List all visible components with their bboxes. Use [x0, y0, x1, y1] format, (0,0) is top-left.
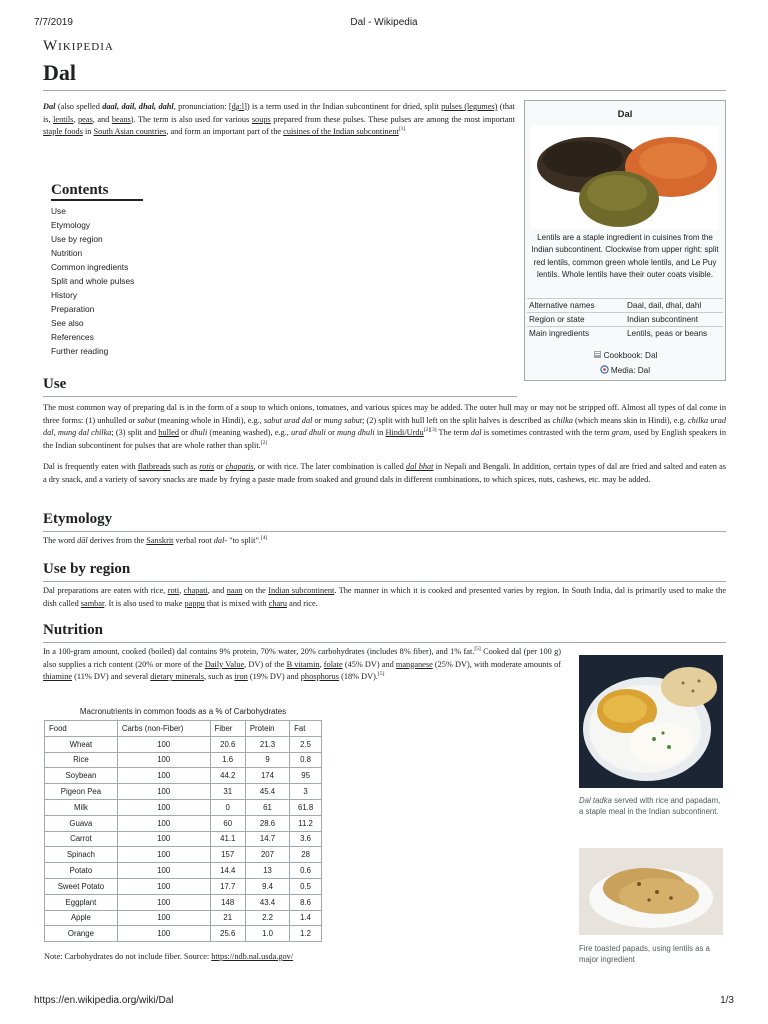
citation[interactable]: [4]	[260, 535, 268, 542]
value-cell: 100	[117, 736, 210, 752]
section-divider	[43, 531, 726, 532]
value-cell: 0.6	[290, 863, 322, 879]
food-cell: Milk	[45, 799, 118, 815]
value-cell: 100	[117, 910, 210, 926]
title-divider	[43, 90, 726, 91]
value-cell: 174	[245, 768, 289, 784]
infobox	[524, 100, 726, 381]
south-asian-link[interactable]: South Asian countries	[93, 127, 167, 137]
section-heading-nutrition: Nutrition	[43, 622, 103, 638]
print-page-number: 1/3	[720, 995, 734, 1006]
food-cell: Rice	[45, 752, 118, 768]
value-cell: 21.3	[245, 736, 289, 752]
table-row	[45, 863, 322, 879]
value-cell: 43.4	[245, 894, 289, 910]
papads-image[interactable]	[579, 848, 723, 935]
value-cell: 2.5	[290, 736, 322, 752]
value-cell: 0.8	[290, 752, 322, 768]
lentils-link[interactable]: lentils	[53, 114, 74, 124]
pappu-link[interactable]: pappu	[184, 598, 205, 608]
value-cell: 44.2	[210, 768, 245, 784]
value-cell: 20.6	[210, 736, 245, 752]
value-cell: 3	[290, 784, 322, 800]
toc-item-split-whole-pulses[interactable]: Split and whole pulses	[51, 276, 135, 286]
chapatis-link[interactable]: chapatis	[225, 462, 254, 471]
infobox-value: Daal, dail, dhal, dahl	[625, 299, 723, 313]
value-cell: 95	[290, 768, 322, 784]
food-cell: Potato	[45, 863, 118, 879]
table-row	[45, 736, 322, 752]
figure-papads	[579, 848, 723, 965]
toc-item-etymology[interactable]: Etymology	[51, 220, 91, 230]
section-heading-etymology: Etymology	[43, 511, 113, 527]
food-cell: Apple	[45, 910, 118, 926]
value-cell: 0	[210, 799, 245, 815]
table-row	[45, 752, 322, 768]
wikipedia-wordmark[interactable]: Wikipedia	[43, 38, 114, 54]
table-row	[45, 847, 322, 863]
value-cell: 100	[117, 926, 210, 942]
value-cell: 8.6	[290, 894, 322, 910]
thiamine-link[interactable]: thiamine	[43, 672, 73, 682]
hindi-urdu-link[interactable]: Hindi/Urdu	[385, 428, 424, 438]
value-cell: 60	[210, 815, 245, 831]
print-header	[34, 17, 734, 31]
value-cell: 3.6	[290, 831, 322, 847]
infobox-label: Main ingredients	[527, 327, 625, 341]
table-row	[45, 815, 322, 831]
peas-link[interactable]: peas	[78, 114, 93, 124]
value-cell: 1.4	[290, 910, 322, 926]
toc-item-common-ingredients[interactable]: Common ingredients	[51, 262, 129, 272]
value-cell: 100	[117, 863, 210, 879]
toc-item-references[interactable]: References	[51, 332, 94, 342]
print-page-title: Dal - Wikipedia	[350, 17, 418, 28]
value-cell: 1.2	[290, 926, 322, 942]
figure-caption: Fire toasted papads, using lentils as a major ingredient	[579, 944, 710, 964]
media-link[interactable]: Media: Dal	[525, 365, 725, 375]
value-cell: 61.8	[290, 799, 322, 815]
ipa-link[interactable]: d̪aːl	[231, 102, 245, 111]
value-cell: 45.4	[245, 784, 289, 800]
toc-item-use[interactable]: Use	[51, 206, 66, 216]
flatbreads-link[interactable]: flatbreads	[137, 462, 171, 471]
column-header: Fiber	[210, 721, 245, 737]
rotis-link[interactable]: rotis	[199, 462, 215, 471]
section-divider	[43, 581, 726, 582]
food-cell: Soybean	[45, 768, 118, 784]
column-header: Food	[45, 721, 118, 737]
etymology-paragraph: The word dāl derives from the Sanskrit verbal root dal- "to split".[4]	[43, 535, 268, 545]
table-row	[45, 799, 322, 815]
infobox-table	[527, 298, 723, 340]
citation[interactable]: [2]	[260, 440, 268, 447]
citation[interactable]: [1]	[398, 126, 406, 133]
print-url: https://en.wikipedia.org/wiki/Dal	[34, 995, 174, 1006]
page-title: Dal	[43, 60, 76, 85]
value-cell: 11.2	[290, 815, 322, 831]
value-cell: 61	[245, 799, 289, 815]
column-header: Carbs (non-Fiber)	[117, 721, 210, 737]
value-cell: 100	[117, 768, 210, 784]
naan-link[interactable]: naan	[226, 586, 243, 595]
value-cell: 1.6	[210, 752, 245, 768]
value-cell: 14.4	[210, 863, 245, 879]
macronutrient-table	[44, 720, 322, 942]
table-row	[45, 878, 322, 894]
value-cell: 17.7	[210, 878, 245, 894]
sanskrit-link[interactable]: Sanskrit	[146, 536, 174, 545]
figure-caption: Dal tadka served with rice and papadam, a staple meal in the Indian subcontinent.	[579, 796, 721, 816]
value-cell: 100	[117, 752, 210, 768]
value-cell: 148	[210, 894, 245, 910]
table-of-contents	[51, 204, 134, 358]
table-row	[45, 894, 322, 910]
value-cell: 100	[117, 784, 210, 800]
table-note: Note: Carbohydrates do not include fiber. Source: https://ndb.nal.usda.gov/	[44, 952, 294, 961]
section-divider	[43, 642, 726, 643]
food-cell: Eggplant	[45, 894, 118, 910]
food-cell: Spinach	[45, 847, 118, 863]
daily-value-link[interactable]: Daily Value	[204, 659, 245, 669]
table-caption: Macronutrients in common foods as a % of Carbohydrates	[79, 707, 287, 716]
commons-icon	[600, 365, 609, 374]
usda-source-link[interactable]: https://ndb.nal.usda.gov/	[211, 952, 294, 961]
toc-item-use-by-region[interactable]: Use by region	[51, 234, 103, 244]
region-paragraph: Dal preparations are eaten with rice, roti, chapati, and naan on the Indian subcontinent. The manner in which it is cooked and presented varies by region. In South India, dal is primarily used to make the dish called sambar. It is also used to make pappu that is mixed with charu and rice.	[43, 586, 727, 608]
infobox-value: Lentils, peas or beans	[625, 327, 723, 341]
value-cell: 9	[245, 752, 289, 768]
infobox-title: Dal	[617, 109, 633, 120]
value-cell: 2.2	[245, 910, 289, 926]
value-cell: 157	[210, 847, 245, 863]
b-vitamin-link[interactable]: B vitamin	[286, 659, 320, 669]
indian-subcontinent-link[interactable]: Indian subcontinent	[268, 586, 335, 595]
toc-divider	[51, 199, 143, 201]
dal-tadka-image[interactable]	[579, 655, 723, 788]
beans-link[interactable]: beans	[111, 114, 131, 124]
column-header: Protein	[245, 721, 289, 737]
value-cell: 100	[117, 815, 210, 831]
dal-bhat-link[interactable]: dal bhat	[405, 462, 434, 471]
value-cell: 100	[117, 847, 210, 863]
table-row	[45, 831, 322, 847]
column-header: Fat	[290, 721, 322, 737]
table-row	[45, 910, 322, 926]
citation[interactable]: [5]	[474, 646, 481, 653]
value-cell: 100	[117, 894, 210, 910]
infobox-label: Alternative names	[527, 299, 625, 313]
folate-link[interactable]: folate	[323, 659, 343, 669]
food-cell: Wheat	[45, 736, 118, 752]
toc-title: Contents	[51, 182, 109, 198]
infobox-row	[527, 327, 723, 341]
dietary-minerals-link[interactable]: dietary minerals	[150, 672, 204, 682]
toc-item-history[interactable]: History	[51, 290, 78, 300]
section-heading-use: Use	[43, 376, 67, 392]
citation[interactable]: [2][3]	[423, 427, 437, 434]
lead-spellings: daal, dail, dhal, dahl	[102, 102, 174, 111]
infobox-row	[527, 299, 723, 313]
infobox-value: Indian subcontinent	[625, 313, 723, 327]
wikibooks-icon	[593, 350, 602, 359]
value-cell: 13	[245, 863, 289, 879]
lentils-image[interactable]	[531, 125, 719, 229]
chapati-link[interactable]: chapati	[183, 586, 208, 595]
toc-item-preparation[interactable]: Preparation	[51, 304, 95, 314]
value-cell: 207	[245, 847, 289, 863]
value-cell: 25.6	[210, 926, 245, 942]
value-cell: 28	[290, 847, 322, 863]
toc-item-nutrition[interactable]: Nutrition	[51, 248, 83, 258]
value-cell: 21	[210, 910, 245, 926]
infobox-caption: Lentils are a staple ingredient in cuisines from the Indian subcontinent. Clockwise from upper right: split red lentils, common green whole lentils, and Le Puy lentils. Whole lentils have their outer coats visible.	[531, 233, 719, 279]
table-row	[45, 784, 322, 800]
print-date: 7/7/2019	[34, 17, 73, 28]
hulled-link[interactable]: hulled	[158, 428, 180, 438]
cuisines-link[interactable]: cuisines of the Indian subcontinent	[283, 127, 399, 137]
table-row	[45, 768, 322, 784]
phosphorus-link[interactable]: phosphorus	[300, 672, 340, 682]
lead-paragraph: Dal (also spelled daal, dail, dhal, dahl, pronunciation: [d̪aːl]) is a term used in the Indian subcontinent for dried, split pulses (legumes) (that is, lentils, peas, and beans). The term is also used for various soups prepared from these pulses. These pulses are among the most important staple foods in South Asian countries, and form an important part of the cuisines of the Indian subcontinent[1]	[43, 102, 516, 137]
food-cell: Guava	[45, 815, 118, 831]
lead-term: Dal	[43, 102, 56, 111]
staple-foods-link[interactable]: staple foods	[43, 127, 83, 137]
citation[interactable]: [5]	[378, 671, 385, 678]
sambar-link[interactable]: sambar	[80, 598, 105, 608]
food-cell: Orange	[45, 926, 118, 942]
infobox-label: Region or state	[527, 313, 625, 327]
value-cell: 0.5	[290, 878, 322, 894]
cookbook-link[interactable]: Cookbook: Dal	[525, 350, 725, 360]
value-cell: 100	[117, 878, 210, 894]
manganese-link[interactable]: manganese	[395, 659, 433, 669]
value-cell: 31	[210, 784, 245, 800]
value-cell: 9.4	[245, 878, 289, 894]
soups-link[interactable]: soups	[251, 114, 271, 124]
value-cell: 1.0	[245, 926, 289, 942]
use-paragraph-2: Dal is frequently eaten with flatbreads such as rotis or chapatis, or with rice. The later combination is called dal bhat in Nepali and Bengali. In addition, certain types of dal are fried and salted and eaten as a dry snack, and a variety of savory snacks are made by frying a paste made from soaked and ground dals in different combinations, to which spices, nuts, cashews, etc. may be added.	[43, 462, 727, 484]
value-cell: 100	[117, 831, 210, 847]
table-header-row	[45, 721, 322, 737]
charu-link[interactable]: charu	[268, 598, 288, 608]
toc-item-further-reading[interactable]: Further reading	[51, 346, 109, 356]
value-cell: 100	[117, 799, 210, 815]
roti-link[interactable]: roti	[167, 586, 180, 595]
toc-item-see-also[interactable]: See also	[51, 318, 84, 328]
table-row	[45, 926, 322, 942]
nutrition-paragraph: In a 100-gram amount, cooked (boiled) dal contains 9% protein, 70% water, 20% carbohydrates (includes 8% fiber), and 1% fat.[5] Cooked dal (per 100 g) also supplies a rich content (20% or more of the Daily Value, DV) of the B vitamin, folate (45% DV) and manganese (25% DV), with moderate amounts of thiamine (11% DV) and several dietary minerals, such as iron (19% DV) and phosphorus (18% DV).[5]	[43, 646, 561, 682]
iron-link[interactable]: iron	[234, 672, 248, 682]
section-heading-use-by-region: Use by region	[43, 561, 131, 577]
section-divider	[43, 396, 517, 397]
use-paragraph-1: The most common way of preparing dal is in the form of a soup to which onions, tomatoes, and various spices may be added. The outer hull may or may not be stripped off. Almost all types of dal come in three forms: (1) unhulled or sabut (meaning whole in Hindi), e.g., sabut urad dal or mung sabut; (2) split with hull left on the split halves is described as chilka (which means skin in Hindi), e.g. chilka urad dal, mung dal chilka; (3) split and hulled or dhuli (meaning washed), e.g., urad dhuli or mung dhuli in Hindi/Urdu[2][3] The term dal is sometimes contrasted with the term gram, used by English speakers in the Indian subcontinent for pulses that are whole rather than split.[2]	[43, 403, 726, 450]
food-cell: Pigeon Pea	[45, 784, 118, 800]
value-cell: 41.1	[210, 831, 245, 847]
infobox-row	[527, 313, 723, 327]
value-cell: 28.6	[245, 815, 289, 831]
figure-dal-tadka	[579, 655, 723, 817]
food-cell: Sweet Potato	[45, 878, 118, 894]
value-cell: 14.7	[245, 831, 289, 847]
pulses-link[interactable]: pulses (legumes)	[441, 102, 498, 111]
food-cell: Carrot	[45, 831, 118, 847]
